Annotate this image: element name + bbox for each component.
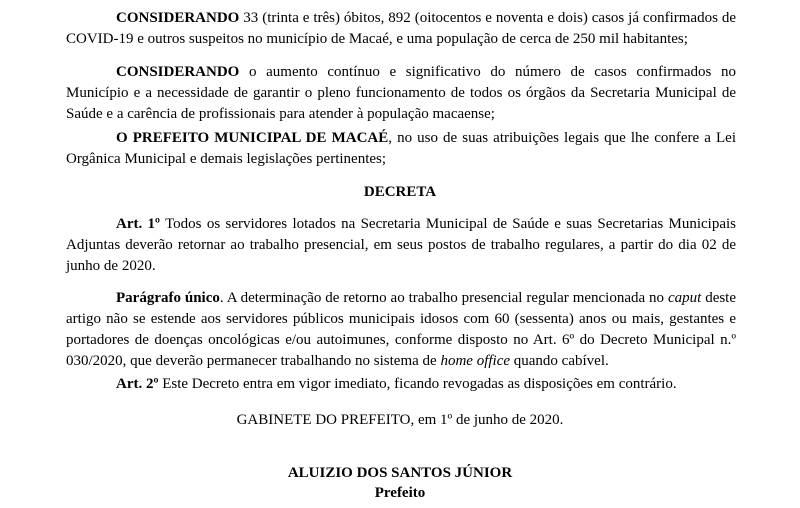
home-office-term: home office (440, 353, 511, 369)
considerando-paragraph-1 (66, 8, 736, 50)
art1-text: Todos os servidores lotados na Secretaria Municipal de Saúde e suas Secretarias Municipais Adjuntas deverão retornar ao trabalho presencial, em seus postos de trabalho regulares, a partir do dia 02 de junho de 2020. (66, 216, 737, 274)
caput-term: caput (667, 290, 702, 306)
paragrafo-unico: Parágrafo único. A determinação de retorno ao trabalho presencial regular mencionada no caput deste artigo não se estende aos servidores públicos municipais idosos com 60 (sessenta) anos ou mais, gestantes e portadores de doenças oncológicas e/ou autoimunes, conforme disposto no Art. 6º do Decreto Municipal n.º 030/2020, que deverão permanecer trabalhando no sistema de home office quando cabível. (66, 290, 737, 369)
signature-title: Prefeito (374, 485, 426, 501)
signature-name: ALUIZIO DOS SANTOS JÚNIOR (287, 465, 513, 481)
considerando-paragraph-2 (66, 62, 736, 125)
prefeito-text: , no uso de suas atribuições legais que lhe confere a Lei Orgânica Municipal e demais legislações pertinentes; (66, 130, 736, 167)
considerando-lead: CONSIDERANDO (116, 64, 240, 80)
prefeito-paragraph (66, 128, 736, 170)
art1-lead: Art. 1º (116, 216, 161, 232)
gabinete-line: GABINETE DO PREFEITO, em 1º de junho de 2020. (236, 412, 564, 428)
art2-lead: Art. 2º (116, 376, 159, 392)
art2-text: Este Decreto entra em vigor imediato, ficando revogadas as disposições em contrário. (158, 376, 677, 392)
considerando-text: o aumento contínuo e significativo do número de casos confirmados no Município e a necessidade de garantir o pleno funcionamento de todos os órgãos da Secretaria Municipal de Saúde e a carência de profissionais para atender à população macaense; (66, 64, 736, 122)
art1-paragraph (66, 214, 736, 277)
considerando-text: 33 (trinta e três) óbitos, 892 (oitocentos e noventa e dois) casos já confirmados de COVID-19 e outros suspeitos no município de Macaé, e uma população de cerca de 250 mil habitantes; (66, 10, 736, 47)
considerando-lead: CONSIDERANDO (116, 10, 240, 26)
art2-paragraph (66, 374, 736, 395)
prefeito-lead: O PREFEITO MUNICIPAL DE MACAÉ (116, 130, 389, 146)
decreta-heading: DECRETA (363, 184, 437, 200)
paragrafo-unico-lead: Parágrafo único (116, 290, 220, 306)
